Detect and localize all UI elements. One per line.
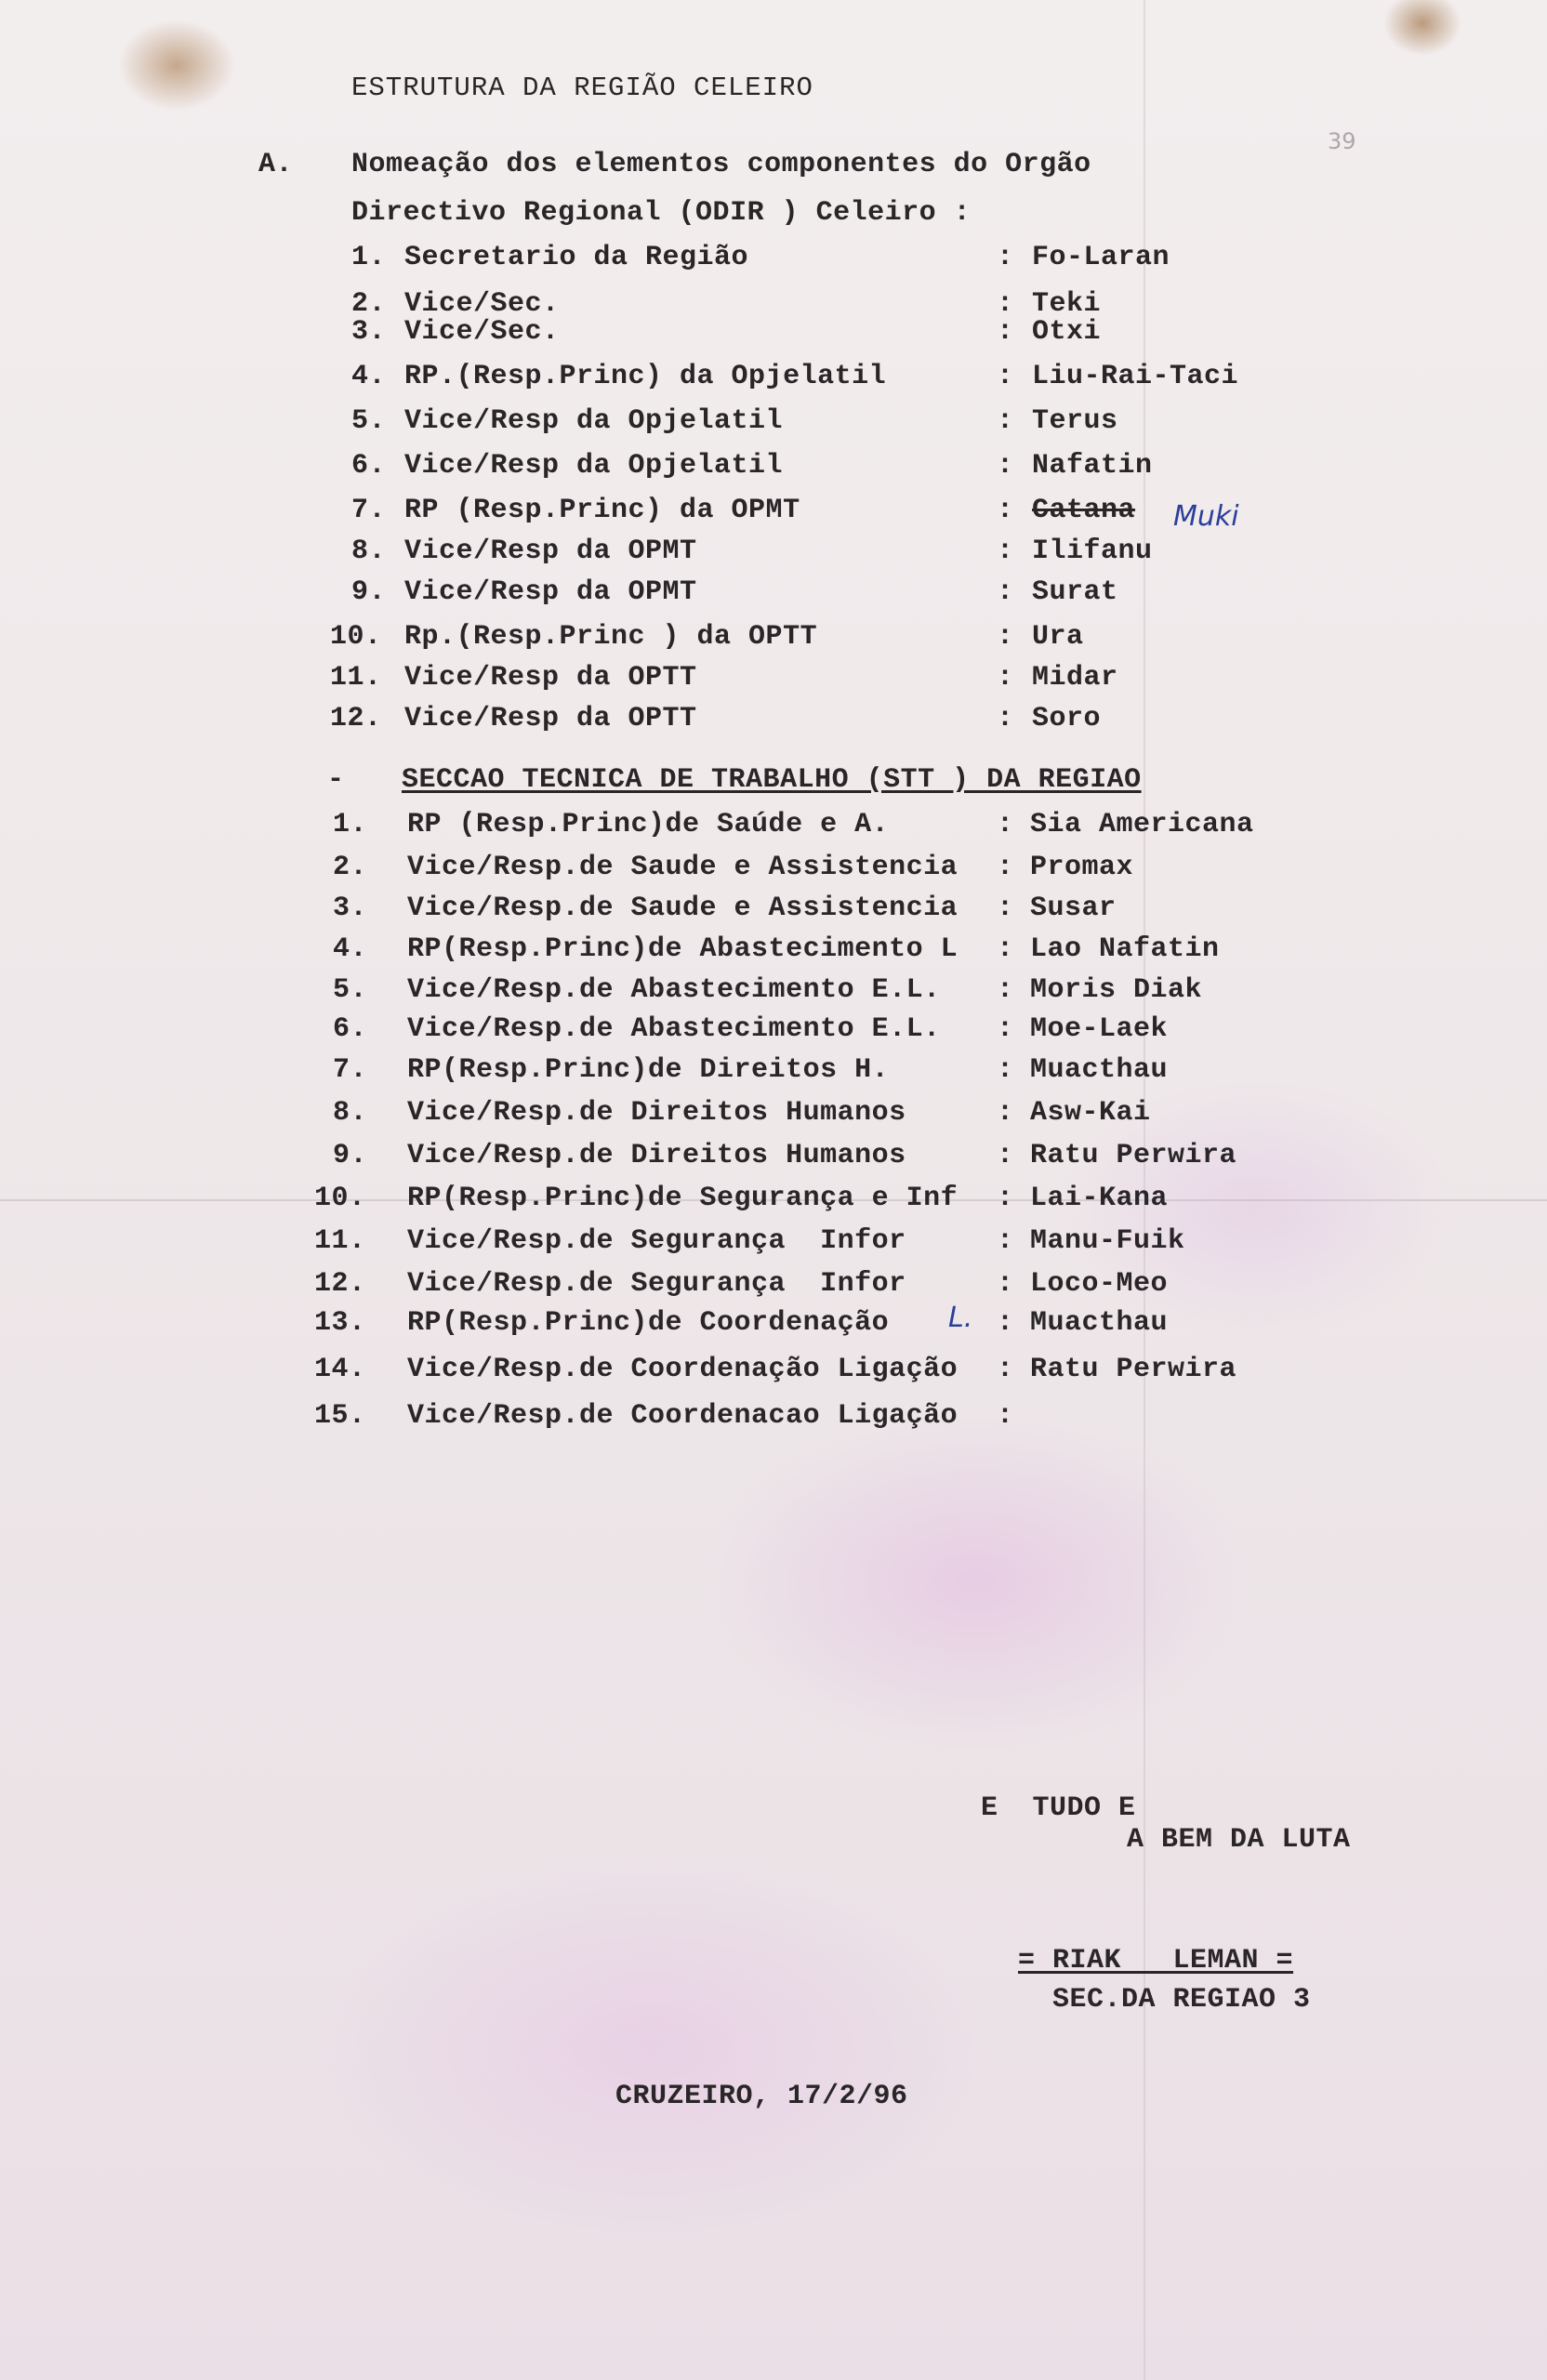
list-item-name: Promax [1030,852,1134,883]
list-item-number: 11. [330,662,382,694]
list-item-name: Susar [1030,892,1117,924]
list-item-name: Moe-Laek [1030,1013,1169,1045]
list-item-role: Vice/Resp.de Abastecimento E.L. [407,1013,941,1045]
list-item-name: Loco-Meo [1030,1268,1169,1300]
list-item-role: Vice/Resp.de Direitos Humanos [407,1097,906,1129]
document-title: ESTRUTURA DA REGIÃO CELEIRO [351,73,813,103]
page-mark: 39 [1328,128,1356,154]
list-item-role: Vice/Resp da Opjelatil [404,450,784,482]
list-item-role: Secretario da Região [404,242,749,273]
list-item-name: Moris Diak [1030,974,1203,1006]
list-item-role: RP (Resp.Princ) da OPMT [404,495,800,526]
list-item-name: Ratu Perwira [1030,1140,1237,1171]
list-item-number: 15. [314,1400,366,1432]
list-item-name: Ratu Perwira [1030,1354,1237,1385]
list-item-separator: : [997,662,1014,694]
list-item-separator: : [997,621,1014,653]
list-item-number: 1. [351,242,387,273]
list-item-separator: : [997,316,1014,348]
list-item-name: Catana [1032,495,1136,526]
list-item-separator: : [997,1140,1014,1171]
list-item-separator: : [997,536,1014,567]
list-item-number: 7. [333,1054,368,1086]
list-item-role: Vice/Resp.de Coordenacao Ligação [407,1400,959,1432]
section-a-line2: Directivo Regional (ODIR ) Celeiro : [351,197,972,229]
list-item-role: RP(Resp.Princ)de Direitos H. [407,1054,890,1086]
list-item-role: Rp.(Resp.Princ ) da OPTT [404,621,818,653]
list-item-name: Muacthau [1030,1054,1169,1086]
list-item-separator: : [997,450,1014,482]
list-item-number: 6. [351,450,387,482]
list-item-number: 1. [333,809,368,840]
list-item-role: Vice/Resp.de Segurança Infor [407,1268,906,1300]
list-item-name: Ilifanu [1032,536,1153,567]
list-item-name: Sia Americana [1030,809,1254,840]
list-item-name: Muacthau [1030,1307,1169,1339]
list-item-number: 5. [351,405,387,437]
list-item-name: Lao Nafatin [1030,933,1220,965]
list-item-name: Asw-Kai [1030,1097,1151,1129]
list-item-role: Vice/Resp da OPTT [404,662,697,694]
list-item-number: 13. [314,1307,366,1339]
list-item-number: 4. [333,933,368,965]
list-item-name: Lai-Kana [1030,1183,1169,1214]
list-item-name: Soro [1032,703,1102,734]
list-item-name: Terus [1032,405,1118,437]
signature-name: = RIAK LEMAN = [1018,1945,1294,1977]
list-item-role: Vice/Resp.de Saude e Assistencia [407,852,959,883]
list-item-name: Surat [1032,576,1118,608]
section-a-label: A. [258,149,294,180]
list-item-separator: : [997,1268,1014,1300]
place-date: CRUZEIRO, 17/2/96 [615,2081,908,2112]
list-item-name: Liu-Rai-Taci [1032,361,1239,392]
list-item-separator: : [997,809,1014,840]
list-item-separator: : [997,1400,1014,1432]
list-item-number: 8. [351,536,387,567]
list-item-number: 9. [333,1140,368,1171]
list-item-separator: : [997,852,1014,883]
list-item-separator: : [997,933,1014,965]
handwritten-correction: Muki [1173,500,1239,533]
list-item-role: Vice/Resp da OPMT [404,536,697,567]
list-item-role: Vice/Resp.de Direitos Humanos [407,1140,906,1171]
stt-heading-dash: - [327,764,345,796]
list-item-separator: : [997,1013,1014,1045]
list-item-separator: : [997,495,1014,526]
list-item-role: Vice/Sec. [404,288,560,320]
list-item-name: Midar [1032,662,1118,694]
list-item-number: 12. [314,1268,366,1300]
list-item-name: Teki [1032,288,1102,320]
list-item-role: Vice/Resp da OPTT [404,703,697,734]
closing-line1: E TUDO E [981,1792,1136,1824]
list-item-separator: : [997,242,1014,273]
list-item-separator: : [997,1097,1014,1129]
list-item-role: Vice/Resp.de Coordenação Ligação [407,1354,959,1385]
list-item-role: Vice/Resp da Opjelatil [404,405,784,437]
list-item-role: Vice/Resp.de Saude e Assistencia [407,892,959,924]
list-item-separator: : [997,703,1014,734]
list-item-separator: : [997,288,1014,320]
list-item-separator: : [997,1354,1014,1385]
list-item-role: Vice/Resp.de Abastecimento E.L. [407,974,941,1006]
list-item-separator: : [997,974,1014,1006]
signature-title: SEC.DA REGIAO 3 [1052,1984,1311,2016]
list-item-name: Ura [1032,621,1084,653]
list-item-role: RP(Resp.Princ)de Abastecimento L [407,933,959,965]
list-item-separator: : [997,892,1014,924]
list-item-role: RP.(Resp.Princ) da Opjelatil [404,361,887,392]
list-item-role: Vice/Sec. [404,316,560,348]
list-item-separator: : [997,1183,1014,1214]
list-item-separator: : [997,1307,1014,1339]
list-item-name: Manu-Fuik [1030,1225,1185,1257]
list-item-number: 8. [333,1097,368,1129]
list-item-separator: : [997,1225,1014,1257]
list-item-role: RP (Resp.Princ)de Saúde e A. [407,809,890,840]
list-item-role: Vice/Resp.de Segurança Infor [407,1225,906,1257]
list-item-number: 7. [351,495,387,526]
list-item-name: Fo-Laran [1032,242,1170,273]
list-item-number: 4. [351,361,387,392]
list-item-separator: : [997,405,1014,437]
list-item-separator: : [997,1054,1014,1086]
list-item-number: 12. [330,703,382,734]
list-item-number: 14. [314,1354,366,1385]
list-item-number: 9. [351,576,387,608]
handwritten-annotation: L. [948,1302,973,1334]
list-item-number: 10. [330,621,382,653]
list-item-separator: : [997,576,1014,608]
list-item-number: 5. [333,974,368,1006]
stt-heading: SECCAO TECNICA DE TRABALHO (STT ) DA REGIAO [402,764,1142,796]
list-item-separator: : [997,361,1014,392]
list-item-number: 6. [333,1013,368,1045]
list-item-name: Nafatin [1032,450,1153,482]
list-item-role: RP(Resp.Princ)de Coordenação [407,1307,890,1339]
list-item-number: 11. [314,1225,366,1257]
list-item-role: RP(Resp.Princ)de Segurança e Inf [407,1183,959,1214]
list-item-number: 3. [351,316,387,348]
list-item-number: 3. [333,892,368,924]
list-item-number: 10. [314,1183,366,1214]
list-item-number: 2. [351,288,387,320]
closing-line2: A BEM DA LUTA [1127,1824,1351,1856]
list-item-role: Vice/Resp da OPMT [404,576,697,608]
list-item-number: 2. [333,852,368,883]
section-a-line1: Nomeação dos elementos componentes do Orgão [351,149,1091,180]
list-item-name: Otxi [1032,316,1102,348]
